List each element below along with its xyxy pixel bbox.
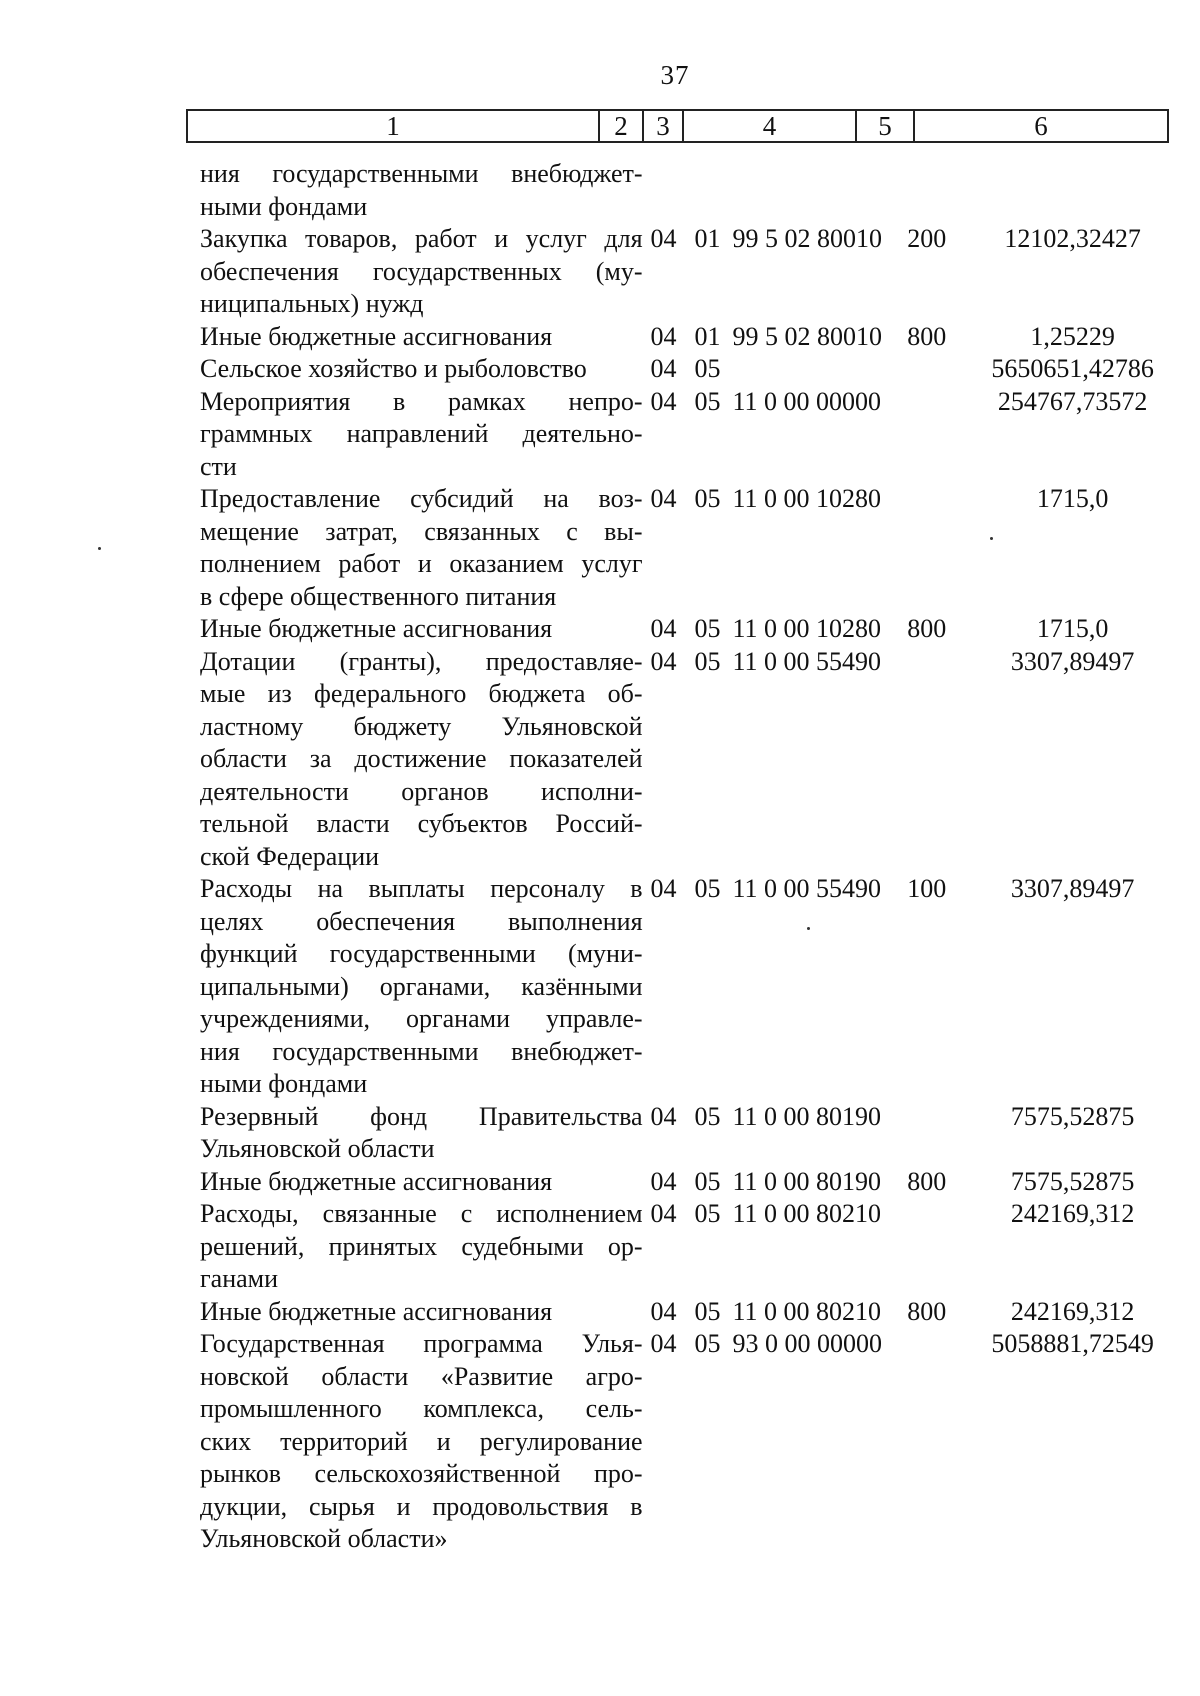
- expense-type-code: 800: [907, 1296, 947, 1326]
- target-article-code: 11 0 00 55490: [732, 646, 882, 676]
- amount: 3307,89497: [1010, 874, 1135, 903]
- table-row: [200, 1198, 1180, 1296]
- target-article-code: 93 0 00 00000: [732, 1329, 882, 1358]
- scan-speck: [807, 927, 810, 930]
- row-description: [200, 483, 643, 613]
- subsection-code: 01: [694, 224, 721, 253]
- table-row: [200, 1166, 1180, 1199]
- row-description: [200, 321, 643, 354]
- expense-type-code: 800: [907, 321, 947, 351]
- row-description: [200, 1296, 643, 1329]
- section-code: 04: [650, 484, 677, 513]
- section-code: 04: [650, 386, 677, 416]
- description-line: ными фондами: [200, 191, 368, 221]
- table-row: [200, 223, 1180, 321]
- row-description: [200, 158, 643, 223]
- scan-speck: [98, 547, 101, 550]
- target-article-code: 99 5 02 80010: [732, 224, 882, 253]
- row-description: [200, 1166, 643, 1199]
- target-article-code: 11 0 00 80190: [732, 1101, 882, 1131]
- description-line: ской Федерации: [200, 841, 380, 871]
- subsection-code: 05: [694, 1166, 721, 1196]
- description-line: области за достижение показателей: [200, 744, 643, 773]
- amount: 242169,312: [1010, 1199, 1135, 1228]
- subsection-code: 05: [694, 874, 721, 903]
- amount: 254767,73572: [997, 386, 1148, 416]
- table-row: [200, 1328, 1180, 1556]
- subsection-code: 05: [694, 354, 721, 383]
- header-col-1: 1: [188, 111, 600, 141]
- header-col-3: 3: [644, 111, 684, 141]
- target-article-code: 11 0 00 80210: [732, 1199, 882, 1228]
- description-line: Ульяновской области: [200, 1134, 435, 1163]
- description-line: деятельности органов исполни-: [200, 776, 643, 806]
- target-article-code: 11 0 00 00000: [732, 386, 882, 416]
- description-line: Иные бюджетные ассигнования: [200, 1296, 553, 1326]
- description-line: граммных направлений деятельно-: [200, 419, 643, 448]
- description-line: целях обеспечения выполнения: [200, 906, 643, 936]
- description-line: ния государственными внебюджет-: [200, 1036, 643, 1066]
- section-code: 04: [650, 1296, 677, 1326]
- table-row: [200, 873, 1180, 1101]
- page-number: 37: [660, 60, 690, 90]
- subsection-code: 05: [694, 614, 721, 643]
- description-line: ными фондами: [200, 1069, 368, 1098]
- scan-speck: [990, 537, 993, 540]
- description-line: дукции, сырья и продовольствия в: [200, 1491, 643, 1521]
- table-row: [200, 613, 1180, 646]
- description-line: Расходы, связанные с исполнением: [200, 1199, 643, 1228]
- table-row: [200, 158, 1180, 223]
- section-code: 04: [650, 1101, 677, 1131]
- description-line: сти: [200, 451, 237, 481]
- description-line: мые из федерального бюджета об-: [200, 679, 643, 708]
- description-line: Предоставление субсидий на воз-: [200, 484, 643, 513]
- description-line: Иные бюджетные ассигнования: [200, 321, 553, 351]
- row-description: [200, 646, 643, 874]
- description-line: Государственная программа Улья-: [200, 1329, 643, 1358]
- header-col-4: 4: [684, 111, 857, 141]
- description-line: ских территорий и регулирование: [200, 1426, 643, 1456]
- description-line: обеспечения государственных (му-: [200, 256, 643, 286]
- row-description: [200, 1198, 643, 1296]
- row-description: [200, 873, 643, 1101]
- expense-type-code: 100: [907, 874, 947, 903]
- table-row: [200, 1101, 1180, 1166]
- header-col-5: 5: [857, 111, 915, 141]
- table-row: [200, 353, 1180, 386]
- amount: 3307,89497: [1010, 646, 1135, 676]
- section-code: 04: [650, 1199, 677, 1228]
- target-article-code: 99 5 02 80010: [732, 321, 882, 351]
- description-line: Расходы на выплаты персоналу в: [200, 874, 643, 903]
- row-description: [200, 353, 643, 386]
- table-row: [200, 1296, 1180, 1329]
- description-line: Сельское хозяйство и рыболовство: [200, 354, 587, 383]
- description-line: рынков сельскохозяйственной про-: [200, 1459, 643, 1488]
- subsection-code: 05: [694, 484, 721, 513]
- subsection-code: 05: [694, 646, 721, 676]
- expense-type-code: 800: [907, 1166, 947, 1196]
- description-line: ластному бюджету Ульяновской: [200, 711, 643, 741]
- header-col-6: 6: [1034, 111, 1048, 141]
- description-line: новской области «Развитие агро-: [200, 1361, 643, 1391]
- amount: 7575,52875: [1010, 1166, 1135, 1196]
- description-line: Иные бюджетные ассигнования: [200, 614, 553, 643]
- amount: 1,25229: [1030, 321, 1115, 351]
- target-article-code: 11 0 00 10280: [732, 614, 882, 643]
- target-article-code: 11 0 00 55490: [732, 874, 882, 903]
- section-code: 04: [650, 646, 677, 676]
- expense-type-code: 200: [907, 224, 947, 253]
- section-code: 04: [650, 614, 677, 643]
- description-line: ципальными) органами, казёнными: [200, 971, 643, 1001]
- description-line: функций государственными (муни-: [200, 939, 643, 968]
- description-line: промышленного комплекса, сель-: [200, 1394, 643, 1423]
- expense-type-code: 800: [907, 614, 947, 643]
- subsection-code: 05: [694, 1329, 721, 1358]
- description-line: Резервный фонд Правительства: [200, 1101, 643, 1131]
- target-article-code: 11 0 00 10280: [732, 484, 882, 513]
- amount: 242169,312: [1010, 1296, 1135, 1326]
- amount: 5650651,42786: [991, 354, 1154, 383]
- amount: 1715,0: [1036, 614, 1109, 643]
- table-row: [200, 483, 1180, 613]
- target-article-code: 11 0 00 80190: [732, 1166, 882, 1196]
- row-description: [200, 613, 643, 646]
- description-line: ганами: [200, 1264, 279, 1293]
- description-line: ния государственными внебюджет-: [200, 159, 643, 188]
- description-line: ниципальных) нужд: [200, 289, 424, 318]
- description-line: в сфере общественного питания: [200, 581, 557, 611]
- table-header: [186, 109, 1169, 143]
- description-line: полнением работ и оказанием услуг: [200, 549, 643, 578]
- section-code: 04: [650, 224, 677, 253]
- description-line: решений, принятых судебными ор-: [200, 1231, 643, 1261]
- amount: 5058881,72549: [991, 1329, 1154, 1358]
- description-line: Мероприятия в рамках непро-: [200, 386, 643, 416]
- subsection-code: 05: [694, 1101, 721, 1131]
- subsection-code: 05: [694, 1199, 721, 1228]
- description-line: Ульяновской области»: [200, 1524, 448, 1553]
- description-line: Закупка товаров, работ и услуг для: [200, 224, 643, 253]
- row-description: [200, 1328, 643, 1556]
- table-body: [200, 158, 1180, 1556]
- description-line: тельной власти субъектов Россий-: [200, 809, 643, 838]
- amount: 1715,0: [1036, 484, 1109, 513]
- description-line: учреждениями, органами управле-: [200, 1004, 643, 1033]
- subsection-code: 05: [694, 1296, 721, 1326]
- amount: 7575,52875: [1010, 1101, 1135, 1131]
- header-col-2: 2: [600, 111, 644, 141]
- row-description: [200, 223, 643, 321]
- description-line: Иные бюджетные ассигнования: [200, 1166, 553, 1196]
- table-row: [200, 386, 1180, 484]
- description-line: мещение затрат, связанных с вы-: [200, 516, 643, 546]
- subsection-code: 05: [694, 386, 721, 416]
- target-article-code: 11 0 00 80210: [732, 1296, 882, 1326]
- amount: 12102,32427: [1004, 224, 1141, 253]
- row-description: [200, 386, 643, 484]
- subsection-code: 01: [694, 321, 721, 351]
- section-code: 04: [650, 354, 677, 383]
- description-line: Дотации (гранты), предоставляе-: [200, 646, 643, 676]
- table-row: [200, 321, 1180, 354]
- section-code: 04: [650, 1329, 677, 1358]
- table-row: [200, 646, 1180, 874]
- section-code: 04: [650, 874, 677, 903]
- section-code: 04: [650, 321, 677, 351]
- row-description: [200, 1101, 643, 1166]
- section-code: 04: [650, 1166, 677, 1196]
